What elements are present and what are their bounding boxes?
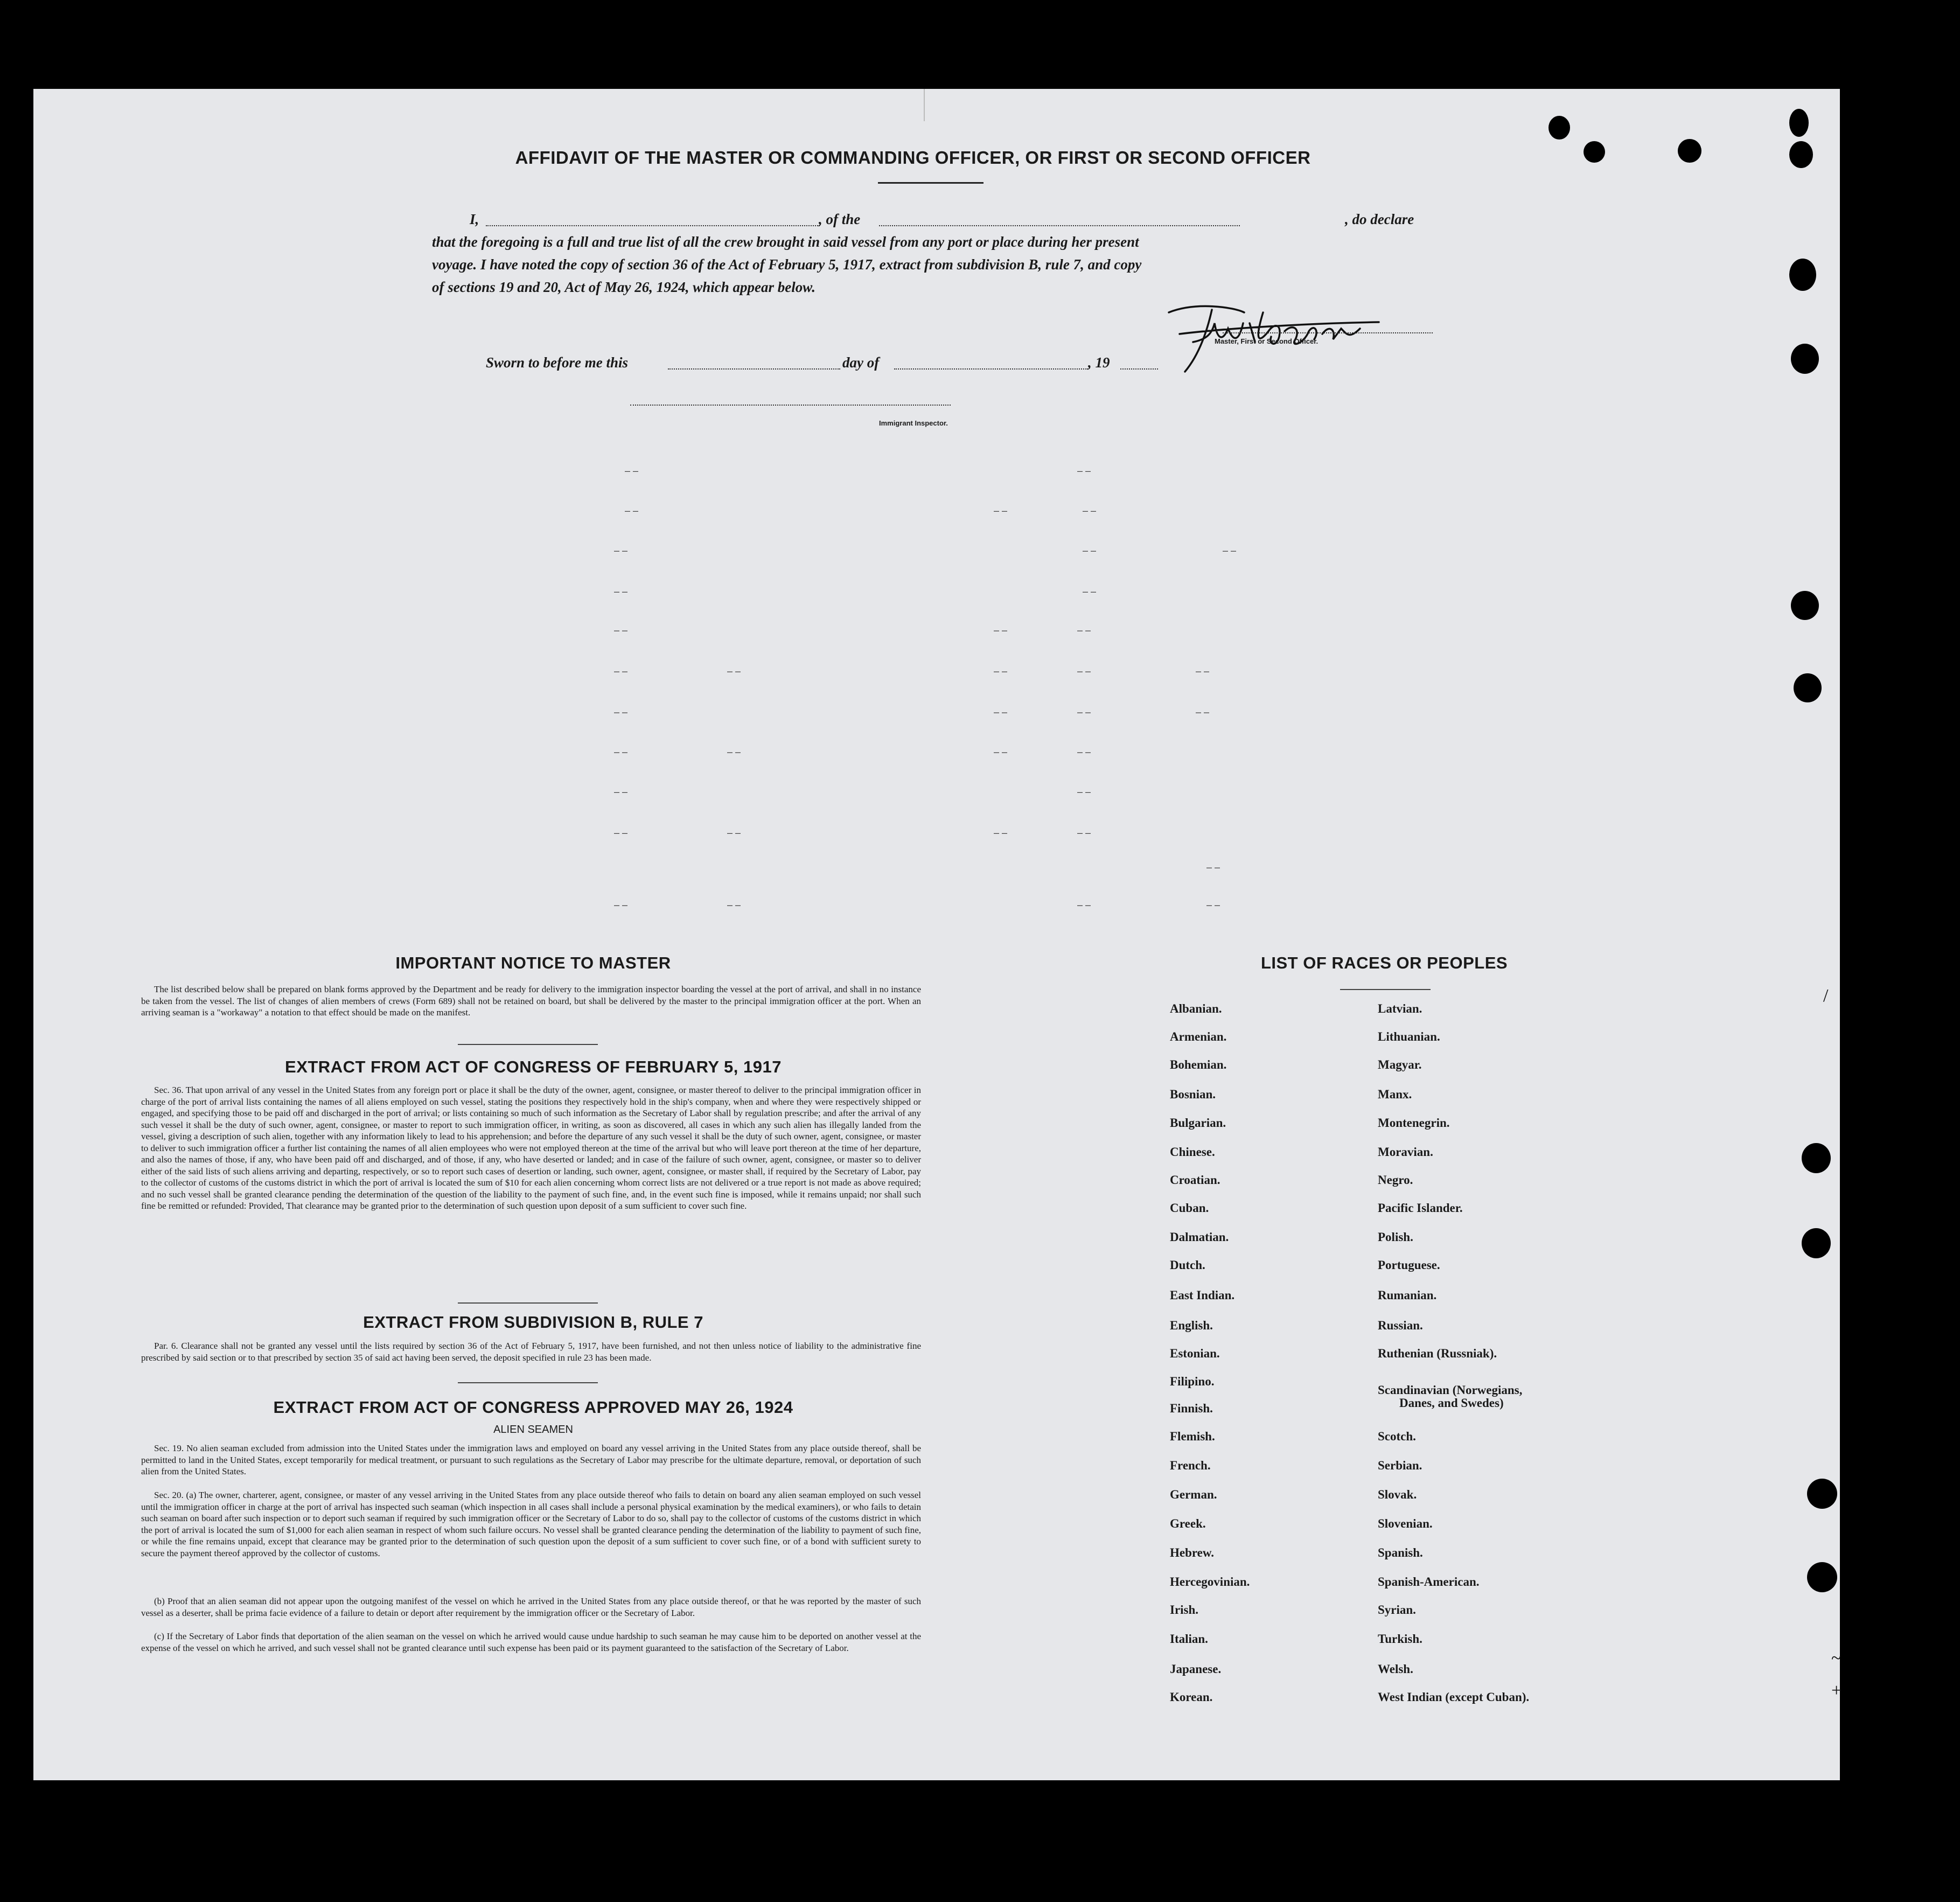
- dash-mark: – –: [614, 747, 628, 757]
- i-label: I,: [470, 211, 479, 227]
- race-item: Manx.: [1378, 1088, 1412, 1101]
- notice-text: The list described below shall be prepared on blank forms approved by the Department and be ready for delivery to the immigration inspector boarding the vessel at the port of arrival, and shall in no instance be taken from the vessel. The list of changes of alien members of crews (Form 689) shall not be retained on board, but shall be delivered by the master to the principal immigration officer at the port. When an arriving seaman is a "workaway" a notation to that effect should be made on the manifest.: [141, 984, 921, 1018]
- dash-mark: – –: [1077, 786, 1091, 797]
- race-item: Bulgarian.: [1170, 1116, 1226, 1130]
- punch-hole: [1791, 591, 1819, 620]
- dash-mark: – –: [1077, 666, 1091, 677]
- sworn-day-field[interactable]: [668, 368, 840, 370]
- race-item: Armenian.: [1170, 1030, 1227, 1043]
- extract-1924-sec20b: (b) Proof that an alien seaman did not appear upon the outgoing manifest of the vessel on which he arrived in the United States from any place outside thereof, or that he was reported by the master of such vessel as a deserter, shall be prima facie evidence of a failure to detain or deport after requirement by the immigration officer or the Secretary of Labor.: [141, 1596, 921, 1618]
- punch-hole: [1678, 139, 1701, 163]
- races-underline: [1340, 989, 1431, 990]
- race-item: Danes, and Swedes): [1399, 1396, 1504, 1410]
- punch-hole: [1794, 673, 1822, 702]
- dash-mark: – –: [614, 586, 628, 597]
- extract-1924-sec20c: (c) If the Secretary of Labor finds that deportation of the alien seaman on the vessel on which he arrived would cause undue hardship to such seaman he may cause him to be deported on another vessel at the expense of the vessel on which he arrived, and such vessel shall not be granted clearance until such expense has been paid or its payment guaranteed to the satisfaction of the Secretary of Labor.: [141, 1631, 921, 1653]
- extract-1924-sec19: Sec. 19. No alien seaman excluded from admission into the United States under the immigration laws and employed on board any vessel arriving in the United States from any place outside thereof, shall be permitted to land in the United States, except temporarily for medical treatment, or pursuant to such regulations as the Secretary of Labor may prescribe for the ultimate departure, removal, or deportation of such alien from the United States.: [141, 1443, 921, 1476]
- dash-mark: – –: [614, 786, 628, 797]
- title-underline: [878, 182, 984, 184]
- race-item: Cuban.: [1170, 1201, 1209, 1215]
- do-declare-label: , do declare: [1345, 211, 1414, 227]
- dash-mark: – –: [1077, 900, 1091, 910]
- race-item: Italian.: [1170, 1632, 1208, 1646]
- dash-mark: – –: [994, 625, 1008, 636]
- dash-mark: – –: [625, 505, 639, 516]
- dash-mark: – –: [727, 827, 741, 838]
- dash-mark: – –: [727, 666, 741, 677]
- race-item: Dalmatian.: [1170, 1230, 1229, 1244]
- race-item: Flemish.: [1170, 1430, 1215, 1443]
- punch-hole: [1584, 141, 1605, 163]
- race-item: Hercegovinian.: [1170, 1575, 1250, 1589]
- race-item: Scandinavian (Norwegians,: [1378, 1383, 1523, 1397]
- race-item: East Indian.: [1170, 1288, 1235, 1302]
- race-item: Moravian.: [1378, 1145, 1433, 1159]
- dash-mark: – –: [1196, 666, 1210, 677]
- inspector-caption: Immigrant Inspector.: [879, 419, 948, 427]
- race-item: Portuguese.: [1378, 1258, 1440, 1272]
- extract-1917-title: EXTRACT FROM ACT OF CONGRESS OF FEBRUARY 5, 1917: [285, 1057, 782, 1076]
- punch-hole: [1807, 1479, 1837, 1509]
- dash-mark: – –: [614, 666, 628, 677]
- declaration-line-2: that the foregoing is a full and true list of all the crew brought in said vessel from any port or place during her present: [432, 234, 1139, 250]
- race-item: German.: [1170, 1488, 1217, 1501]
- race-item: Estonian.: [1170, 1347, 1220, 1360]
- races-right-column: [1378, 1002, 1604, 1713]
- race-item: Greek.: [1170, 1517, 1206, 1530]
- race-item: Korean.: [1170, 1690, 1213, 1704]
- race-item: Slovenian.: [1378, 1517, 1433, 1530]
- race-item: Russian.: [1378, 1319, 1423, 1332]
- race-item: Bohemian.: [1170, 1058, 1227, 1071]
- race-item: Croatian.: [1170, 1173, 1220, 1187]
- race-item: West Indian (except Cuban).: [1378, 1690, 1530, 1704]
- race-item: Scotch.: [1378, 1430, 1416, 1443]
- dash-mark: – –: [1083, 586, 1097, 597]
- declaration-line-3: voyage. I have noted the copy of section 36 of the Act of February 5, 1917, extract from subdivision B, rule 7, and copy: [432, 256, 1142, 273]
- dash-mark: – –: [614, 827, 628, 838]
- dash-mark: – –: [614, 625, 628, 636]
- race-item: Slovak.: [1378, 1488, 1417, 1501]
- race-item: Albanian.: [1170, 1002, 1222, 1015]
- dash-mark: – –: [727, 747, 741, 757]
- page-crease: [924, 89, 925, 121]
- punch-hole: [1789, 141, 1813, 168]
- dash-mark: – –: [1196, 707, 1210, 717]
- dash-mark: – –: [1083, 545, 1097, 556]
- year-label: , 19: [1088, 354, 1110, 371]
- extract-1917-text: Sec. 36. That upon arrival of any vessel in the United States from any foreign port or place it shall be the duty of the owner, agent, consignee, or master thereof to deliver to the principal immigration officer in charge of the port of arrival lists containing the names of all aliens employed on such vessel, stating the positions they respectively hold in the ship's company, when and where they were respectively shipped or engaged, and specifying those to be paid off and discharged in the port of arrival; or lists containing so much of such information as the Secretary of Labor shall by regulation prescribe; and after the arrival of any such vessel it shall be the duty of such owner, agent, consignee, or master to report to such immigration officer, in writing, as soon as discovered, all cases in which any such alien has illegally landed from the vessel, giving a description of such alien, together with any information likely to lead to his apprehension; and before the departure of any such vessel it shall be the duty of such owner, agent, consignee, or master to deliver to such immigration officer a further list containing the names of all alien employees who were not employed thereon at the time of the arrival but who will leave port thereon at the time of her departure, and also the names of those, if any, who have been paid off and discharged, and of those, if any, who have deserted or landed; and in case of the failure of such owner, agent, consignee, or master so to deliver either of the said lists of such aliens arriving and departing, respectively, or so to report such cases of desertion or landing, such owner, agent, consignee, or master shall, if required by the Secretary of Labor, pay to the collector of customs of the customs district in which the port of arrival is located the sum of $10 for each alien concerning whom correct lists are not delivered or a true report is not made as above required; and no such vessel shall be granted clearance pending the determination of the question of the liability to the payment of such fine, and, in the event such fine is imposed, while it remains unpaid; nor shall such fine be remitted or refunded: Provided, That clearance may be granted prior to the determination of such question upon deposit of a sum sufficient to cover such fine.: [141, 1085, 921, 1211]
- race-item: Spanish-American.: [1378, 1575, 1480, 1589]
- dash-mark: – –: [614, 707, 628, 717]
- dash-mark: – –: [625, 465, 639, 476]
- dash-mark: – –: [994, 666, 1008, 677]
- sworn-label: Sworn to before me this: [486, 354, 629, 371]
- races-left-column: [1170, 1002, 1375, 1713]
- affidavit-title: AFFIDAVIT OF THE MASTER OR COMMANDING OFFICER, OR FIRST OR SECOND OFFICER: [515, 148, 1311, 168]
- punch-hole: [1791, 344, 1819, 374]
- dash-mark: – –: [994, 707, 1008, 717]
- race-item: Welsh.: [1378, 1662, 1413, 1676]
- punch-hole: [1789, 259, 1816, 291]
- race-item: Hebrew.: [1170, 1546, 1214, 1559]
- dash-mark: – –: [1206, 862, 1220, 873]
- rule7-title: EXTRACT FROM SUBDIVISION B, RULE 7: [363, 1313, 703, 1332]
- of-the-label: , of the: [819, 211, 861, 227]
- race-item: Negro.: [1378, 1173, 1413, 1187]
- extract-1924-sec20a: Sec. 20. (a) The owner, charterer, agent, consignee, or master of any vessel arriving in the United States from any place outside thereof who fails to detain on board any alien seaman employed on such vessel until the immigration officer in charge at the port of arrival has inspected such seaman (which inspection in all cases shall include a personal physical examination by the medical examiners), or who fails to detain such seaman on board after such inspection or to deport such seaman if required by such immigration officer or the Secretary of Labor to do so, shall pay to the collector of customs of the customs district in which the port of arrival is located the sum of $1,000 for each alien seaman in respect of whom such failure occurs. No vessel shall be granted clearance pending the determination of the liability to payment of such fine, or while the fine remains unpaid, except that clearance may be granted prior to the determination of such question upon the deposit of a sum sufficient to cover such fine, or of a bond with sufficient surety to secure the payment thereof approved by the collector of customs.: [141, 1490, 921, 1558]
- dash-mark: – –: [994, 827, 1008, 838]
- dash-mark: – –: [1077, 625, 1091, 636]
- dash-mark: – –: [1077, 707, 1091, 717]
- race-item: Spanish.: [1378, 1546, 1423, 1559]
- race-item: Finnish.: [1170, 1402, 1213, 1415]
- race-item: French.: [1170, 1459, 1211, 1472]
- race-item: Ruthenian (Russniak).: [1378, 1347, 1497, 1360]
- rule7-text: Par. 6. Clearance shall not be granted any vessel until the lists required by section 36 of the Act of February 5, 1917, have been furnished, and not then unless notice of liability to the administrative fine prescribed by said section or to that prescribed by section 35 of said act having been served, the deposit specified in rule 23 has been made.: [141, 1341, 921, 1363]
- stray-mark: ~: [1831, 1648, 1842, 1668]
- declaration-block: [432, 208, 1435, 305]
- race-item: Polish.: [1378, 1230, 1413, 1244]
- dash-mark: – –: [994, 505, 1008, 516]
- divider: [458, 1382, 598, 1383]
- dash-mark: – –: [614, 545, 628, 556]
- extract-1924-title: EXTRACT FROM ACT OF CONGRESS APPROVED MAY 26, 1924: [273, 1398, 793, 1417]
- race-item: Latvian.: [1378, 1002, 1422, 1015]
- race-item: Bosnian.: [1170, 1088, 1216, 1101]
- sworn-year-field[interactable]: [1120, 368, 1158, 370]
- races-title: LIST OF RACES OR PEOPLES: [1260, 953, 1508, 972]
- dash-mark: – –: [1083, 505, 1097, 516]
- race-item: Chinese.: [1170, 1145, 1215, 1159]
- punch-hole: [1802, 1228, 1831, 1258]
- race-item: Magyar.: [1378, 1058, 1422, 1071]
- dash-mark: – –: [1077, 827, 1091, 838]
- dash-mark: – –: [614, 900, 628, 910]
- sworn-block: [486, 351, 1186, 378]
- extract-1924-subtitle: ALIEN SEAMEN: [493, 1424, 573, 1436]
- race-item: Lithuanian.: [1378, 1030, 1440, 1043]
- declaration-line-4: of sections 19 and 20, Act of May 26, 1924, which appear below.: [432, 279, 815, 295]
- punch-hole: [1789, 109, 1809, 137]
- day-of-label: day of: [842, 354, 880, 371]
- stray-mark: /: [1823, 986, 1829, 1006]
- race-item: Montenegrin.: [1378, 1116, 1450, 1130]
- dash-mark: – –: [727, 900, 741, 910]
- divider: [458, 1044, 598, 1045]
- race-item: Rumanian.: [1378, 1288, 1437, 1302]
- signature-caption: Master, First or Second Officer.: [1215, 337, 1319, 345]
- vessel-field[interactable]: [879, 225, 1240, 226]
- race-item: Japanese.: [1170, 1662, 1222, 1676]
- dash-mark: – –: [1223, 545, 1237, 556]
- punch-hole: [1802, 1143, 1831, 1173]
- race-item: Pacific Islander.: [1378, 1201, 1463, 1215]
- inspector-line[interactable]: [630, 405, 951, 406]
- dash-mark: – –: [1077, 747, 1091, 757]
- dash-mark: – –: [1077, 465, 1091, 476]
- divider: [458, 1302, 598, 1304]
- name-field[interactable]: [486, 225, 820, 226]
- punch-hole: [1807, 1562, 1837, 1592]
- race-item: Serbian.: [1378, 1459, 1422, 1472]
- race-item: English.: [1170, 1319, 1213, 1332]
- race-item: Irish.: [1170, 1603, 1199, 1617]
- stray-mark: +: [1831, 1681, 1842, 1701]
- race-item: Dutch.: [1170, 1258, 1205, 1272]
- race-item: Filipino.: [1170, 1375, 1215, 1388]
- dash-mark: – –: [1206, 900, 1220, 910]
- signature-line[interactable]: [1223, 332, 1433, 333]
- dash-mark: – –: [994, 747, 1008, 757]
- punch-hole: [1549, 116, 1570, 140]
- race-item: Turkish.: [1378, 1632, 1422, 1646]
- notice-title: IMPORTANT NOTICE TO MASTER: [395, 953, 671, 972]
- sworn-month-field[interactable]: [894, 368, 1088, 370]
- race-item: Syrian.: [1378, 1603, 1416, 1617]
